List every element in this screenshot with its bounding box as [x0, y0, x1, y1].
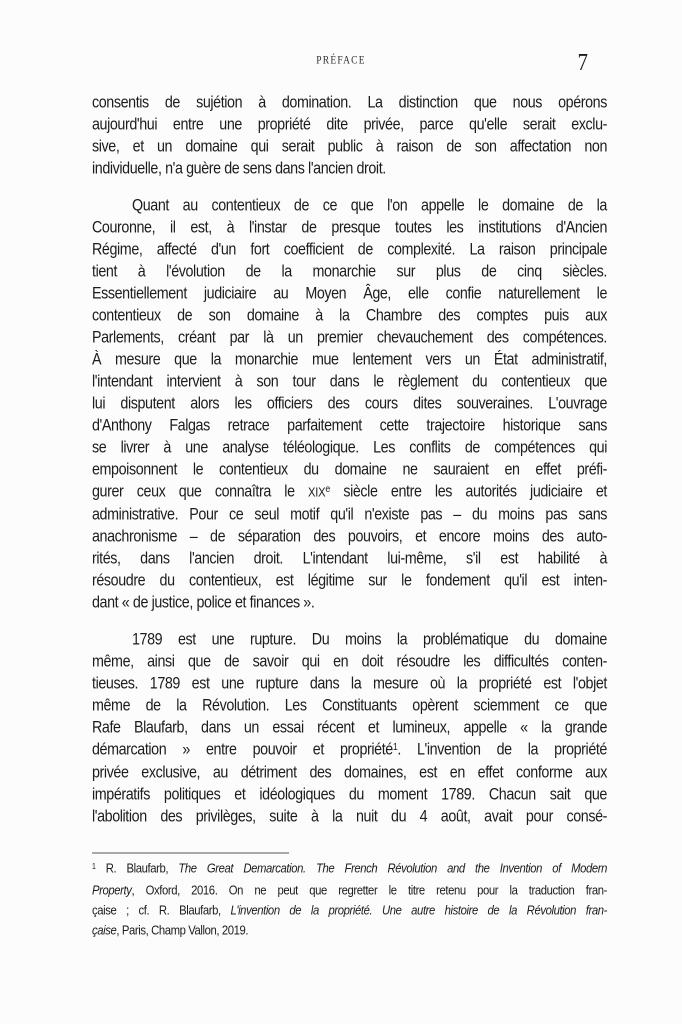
text-line: consentis de sujétion à domination. La distinction que nous opérons	[92, 93, 607, 113]
paragraph	[92, 859, 607, 941]
page-body	[92, 92, 607, 828]
text-line: démarcation » entre pouvoir et propriété$^1$. L'invention de la propriété	[92, 740, 607, 760]
text-line: contentieux de son domaine à la Chambre des comptes puis aux	[92, 306, 607, 326]
text-line: empoisonnent le contentieux du domaine ne sauraient en effet préfi-	[92, 460, 607, 480]
paragraph	[92, 195, 607, 614]
text-line: lui disputent alors les officiers des cours dites souveraines. L'ouvrage	[92, 394, 607, 414]
text-line: privée exclusive, au détriment des domaines, est en effet conforme aux	[92, 763, 607, 783]
text-line: l'intendant intervient à son tour dans le règlement du contentieux que	[92, 372, 607, 392]
text-line: administrative. Pour ce seul motif qu'il n'existe pas – du moins pas sans	[92, 505, 607, 525]
text-line: se livrer à une analyse téléologique. Les conflits de compétences qui	[92, 438, 607, 458]
text-line: même, ainsi que de savoir qui en doit résoudre les difficultés conten-	[92, 652, 607, 672]
footnote-separator	[92, 852, 289, 854]
running-head	[0, 0, 682, 80]
text-line: rités, dans l'ancien droit. L'intendant lui-même, s'il est habilité à	[92, 549, 607, 569]
paragraph	[92, 92, 607, 180]
text-line: individuelle, n'a guère de sens dans l'ancien droit.	[92, 159, 386, 179]
text-line: anachronisme – de séparation des pouvoirs, et encore moins des auto-	[92, 527, 607, 547]
text-line: tieuses. 1789 est une rupture dans la mesure où la propriété est l'objet	[92, 674, 607, 694]
page-title: PRÉFACE	[316, 55, 366, 67]
text-line: sive, et un domaine qui serait public à raison de son affectation non	[92, 137, 607, 157]
text-line: d'Anthony Falgas retrace parfaitement cette trajectoire historique sans	[92, 416, 607, 436]
text-line: impératifs politiques et idéologiques du moment 1789. Chacun sait que	[92, 785, 607, 805]
text-line: résoudre du contentieux, est légitime sur le fondement qu'il est inten-	[92, 571, 607, 591]
text-line: $^1$ R. Blaufarb, The Great Demarcation. The French Révolution and the Invention of Modern	[92, 861, 607, 876]
text-line: Property, Oxford, 2016. On ne peut que regretter le titre retenu pour la traduction fran-	[92, 883, 607, 899]
text-line: Quant au contentieux de ce que l'on appelle le domaine de la	[132, 196, 607, 216]
text-line: çaise, Paris, Champ Vallon, 2019.	[92, 923, 249, 939]
text-line: Rafe Blaufarb, dans un essai récent et lumineux, appelle « la grande	[92, 718, 607, 738]
text-line: À mesure que la monarchie mue lentement vers un État administratif,	[92, 350, 607, 370]
text-line: 1789 est une rupture. Du moins la problématique du domaine	[132, 630, 607, 650]
text-line: Parlements, créant par là un premier chevauchement des compétences.	[92, 328, 607, 348]
text-line: Essentiellement judiciaire au Moyen Âge, elle confie naturellement le	[92, 284, 607, 304]
text-line: gurer ceux que connaîtra le XIXe siècle entre les autorités judiciaire et	[92, 482, 608, 502]
page-number: 7	[577, 48, 588, 76]
text-line: l'abolition des privilèges, suite à la nuit du 4 août, avait pour consé-	[92, 807, 607, 827]
text-line: dant « de justice, police et finances ».	[92, 593, 315, 613]
text-line: Régime, affecté d'un fort coefficient de complexité. La raison principale	[92, 240, 607, 260]
text-line: Couronne, il est, à l'instar de presque toutes les institutions d'Ancien	[92, 218, 607, 238]
text-line: çaise ; cf. R. Blaufarb, L'invention de la propriété. Une autre histoire de la Révolution fran-	[92, 903, 607, 919]
footnote	[92, 859, 607, 941]
paragraph	[92, 629, 607, 828]
text-line: tient à l'évolution de la monarchie sur plus de cinq siècles.	[92, 262, 607, 282]
text-line: même de la Révolution. Les Constituants opèrent sciemment ce que	[92, 696, 607, 716]
text-line: aujourd'hui entre une propriété dite privée, parce qu'elle serait exclu-	[92, 115, 607, 135]
